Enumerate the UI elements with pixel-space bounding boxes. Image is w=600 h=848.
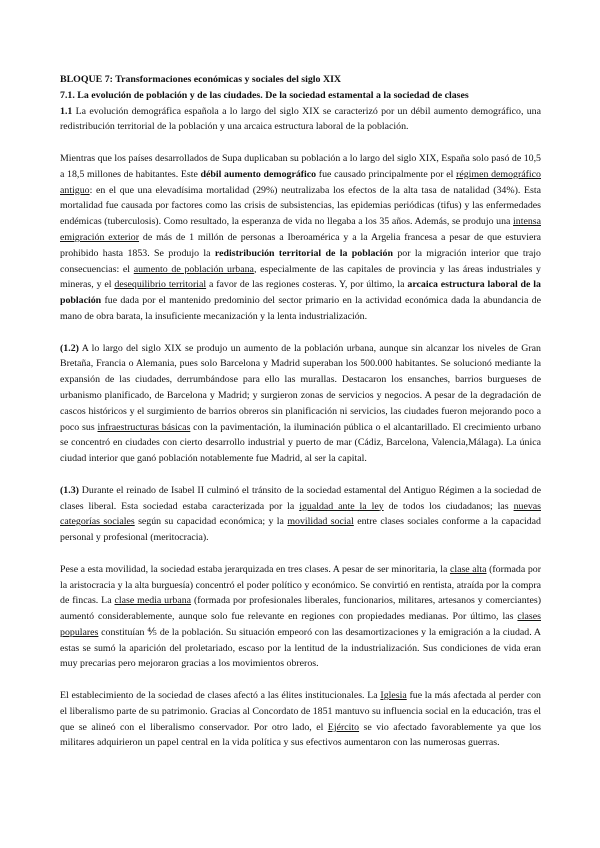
paragraph-demography: Mientras que los países desarrollados de Supa duplicaban su población a lo largo del siglo XIX, España solo pasó de 10,5 a 18,5 millones de habitantes. Este débil aumento demográfico fue causado principalmente por el régimen demográfico antiguo: en el que una elevadísima mortalidad (29%) neutralizaba los efectos de la alta tasa de natalidad (34%). Esta mortalidad fue causada por factores como las crisis de subsistencias, las epidemias periódicas (tifus) y las enfermedades endémicas (tuberculosis). Como resultado, la esperanza de vida no llegaba a los 35 años. Además, se produjo una intensa emigración exterior de más de 1 millón de personas a Iberoamérica y a la Argelia francesa a pesar de que estuviera prohibido hasta 1853. Se produjo la redistribución territorial de la población por la migración interior que trajo consecuencias: el aumento de población urbana, especialmente de las capitales de provincia y las áreas industriales y mineras, y el desequilibrio territorial a favor de las regiones costeras. Y, por último, la arcaica estructura laboral de la población fue dada por el mantenido predominio del sector primario en la actividad económica dada la abundancia de mano de obra barata, la insuficiente mecanización y la lenta industrialización. [60, 152, 541, 322]
block-title: BLOQUE 7: Transformaciones económicas y sociales del siglo XIX [60, 74, 342, 85]
paragraph-institutional-elites: El establecimiento de la sociedad de clases afectó a las élites institucionales. La Iglesia fue la más afectada al perder con el liberalismo parte de su patrimonio. Gracias al Concordato de 1851 mantuvo su influencia social en la educación, tras el que se alineó con el liberalismo conservador. Por otro lado, el Ejército se vio afectado favorablemente ya que los militares adquirieron un papel central en la vida política y sus efectivos aumentaron con las numerosas guerras. [60, 690, 542, 749]
paragraph-1-1: 1.1 La evolución demográfica española a lo largo del siglo XIX se caracterizó por un débil aumento demográfico, una redistribución territorial de la población y una arcaica estructura laboral de la población. [60, 105, 541, 133]
section-title: 7.1. La evolución de población y de las ciudades. De la sociedad estamental a la sociedad de clases [60, 89, 469, 101]
paragraph-1-3: (1.3) Durante el reinado de Isabel II culminó el tránsito de la sociedad estamental del Antiguo Régimen a la sociedad de clases liberal. Esta sociedad estaba caracterizada por la igualdad ante la ley de todos los ciudadanos; las nuevas categorías sociales según su capacidad económica; y la movilidad social entre clases sociales conforme a la capacidad personal y profesional (meritocracia). [60, 484, 541, 544]
paragraph-social-classes: Pese a esta movilidad, la sociedad estaba jerarquizada en tres clases. A pesar de ser minoritaria, la clase alta (formada por la aristocracia y la alta burguesía) concentró el poder político y económico. Se convirtió en rentista, atraída por la compra de fincas. La clase media urbana (formada por profesionales liberales, funcionarios, militares, artesanos y comerciantes) aumentó considerablemente, aunque solo fue relevante en regiones con propiedades medianas. Por último, las clases populares constituían ⅘ de la población. Su situación empeoró con las desamortizaciones y la emigración a la ciudad. A estas se sumó la aparición del proletariado, escaso por la lentitud de la industrialización. Sus condiciones de vida eran muy precarias pero mejoraron gracias a los movimientos obreros. [60, 563, 541, 670]
document-body [60, 72, 541, 751]
paragraph-1-2: (1.2) A lo largo del siglo XIX se produjo un aumento de la población urbana, aunque sin alcanzar los niveles de Gran Bretaña, Francia o Alemania, pues solo Barcelona y Madrid superaban los 500.000 habitantes. Se solucionó mediante la expansión de las ciudades, derrumbándose para ello las murallas. Destacaron los ensanches, barrios burgueses de urbanismo planificado, de Barcelona y Madrid; y surgieron zonas de servicios y negocios. A pesar de la degradación de cascos históricos y el surgimiento de barrios obreros sin planificación ni servicios, las ciudades fueron mejorando poco a poco sus infraestructuras básicas con la pavimentación, la iluminación pública o el alcantarillado. El crecimiento urbano se concentró en ciudades con cierto desarrollo industrial y puerto de mar (Cádiz, Barcelona, Valencia,Málaga). La única ciudad interior que ganó población notablemente fue Madrid, al ser la capital. [60, 342, 541, 465]
